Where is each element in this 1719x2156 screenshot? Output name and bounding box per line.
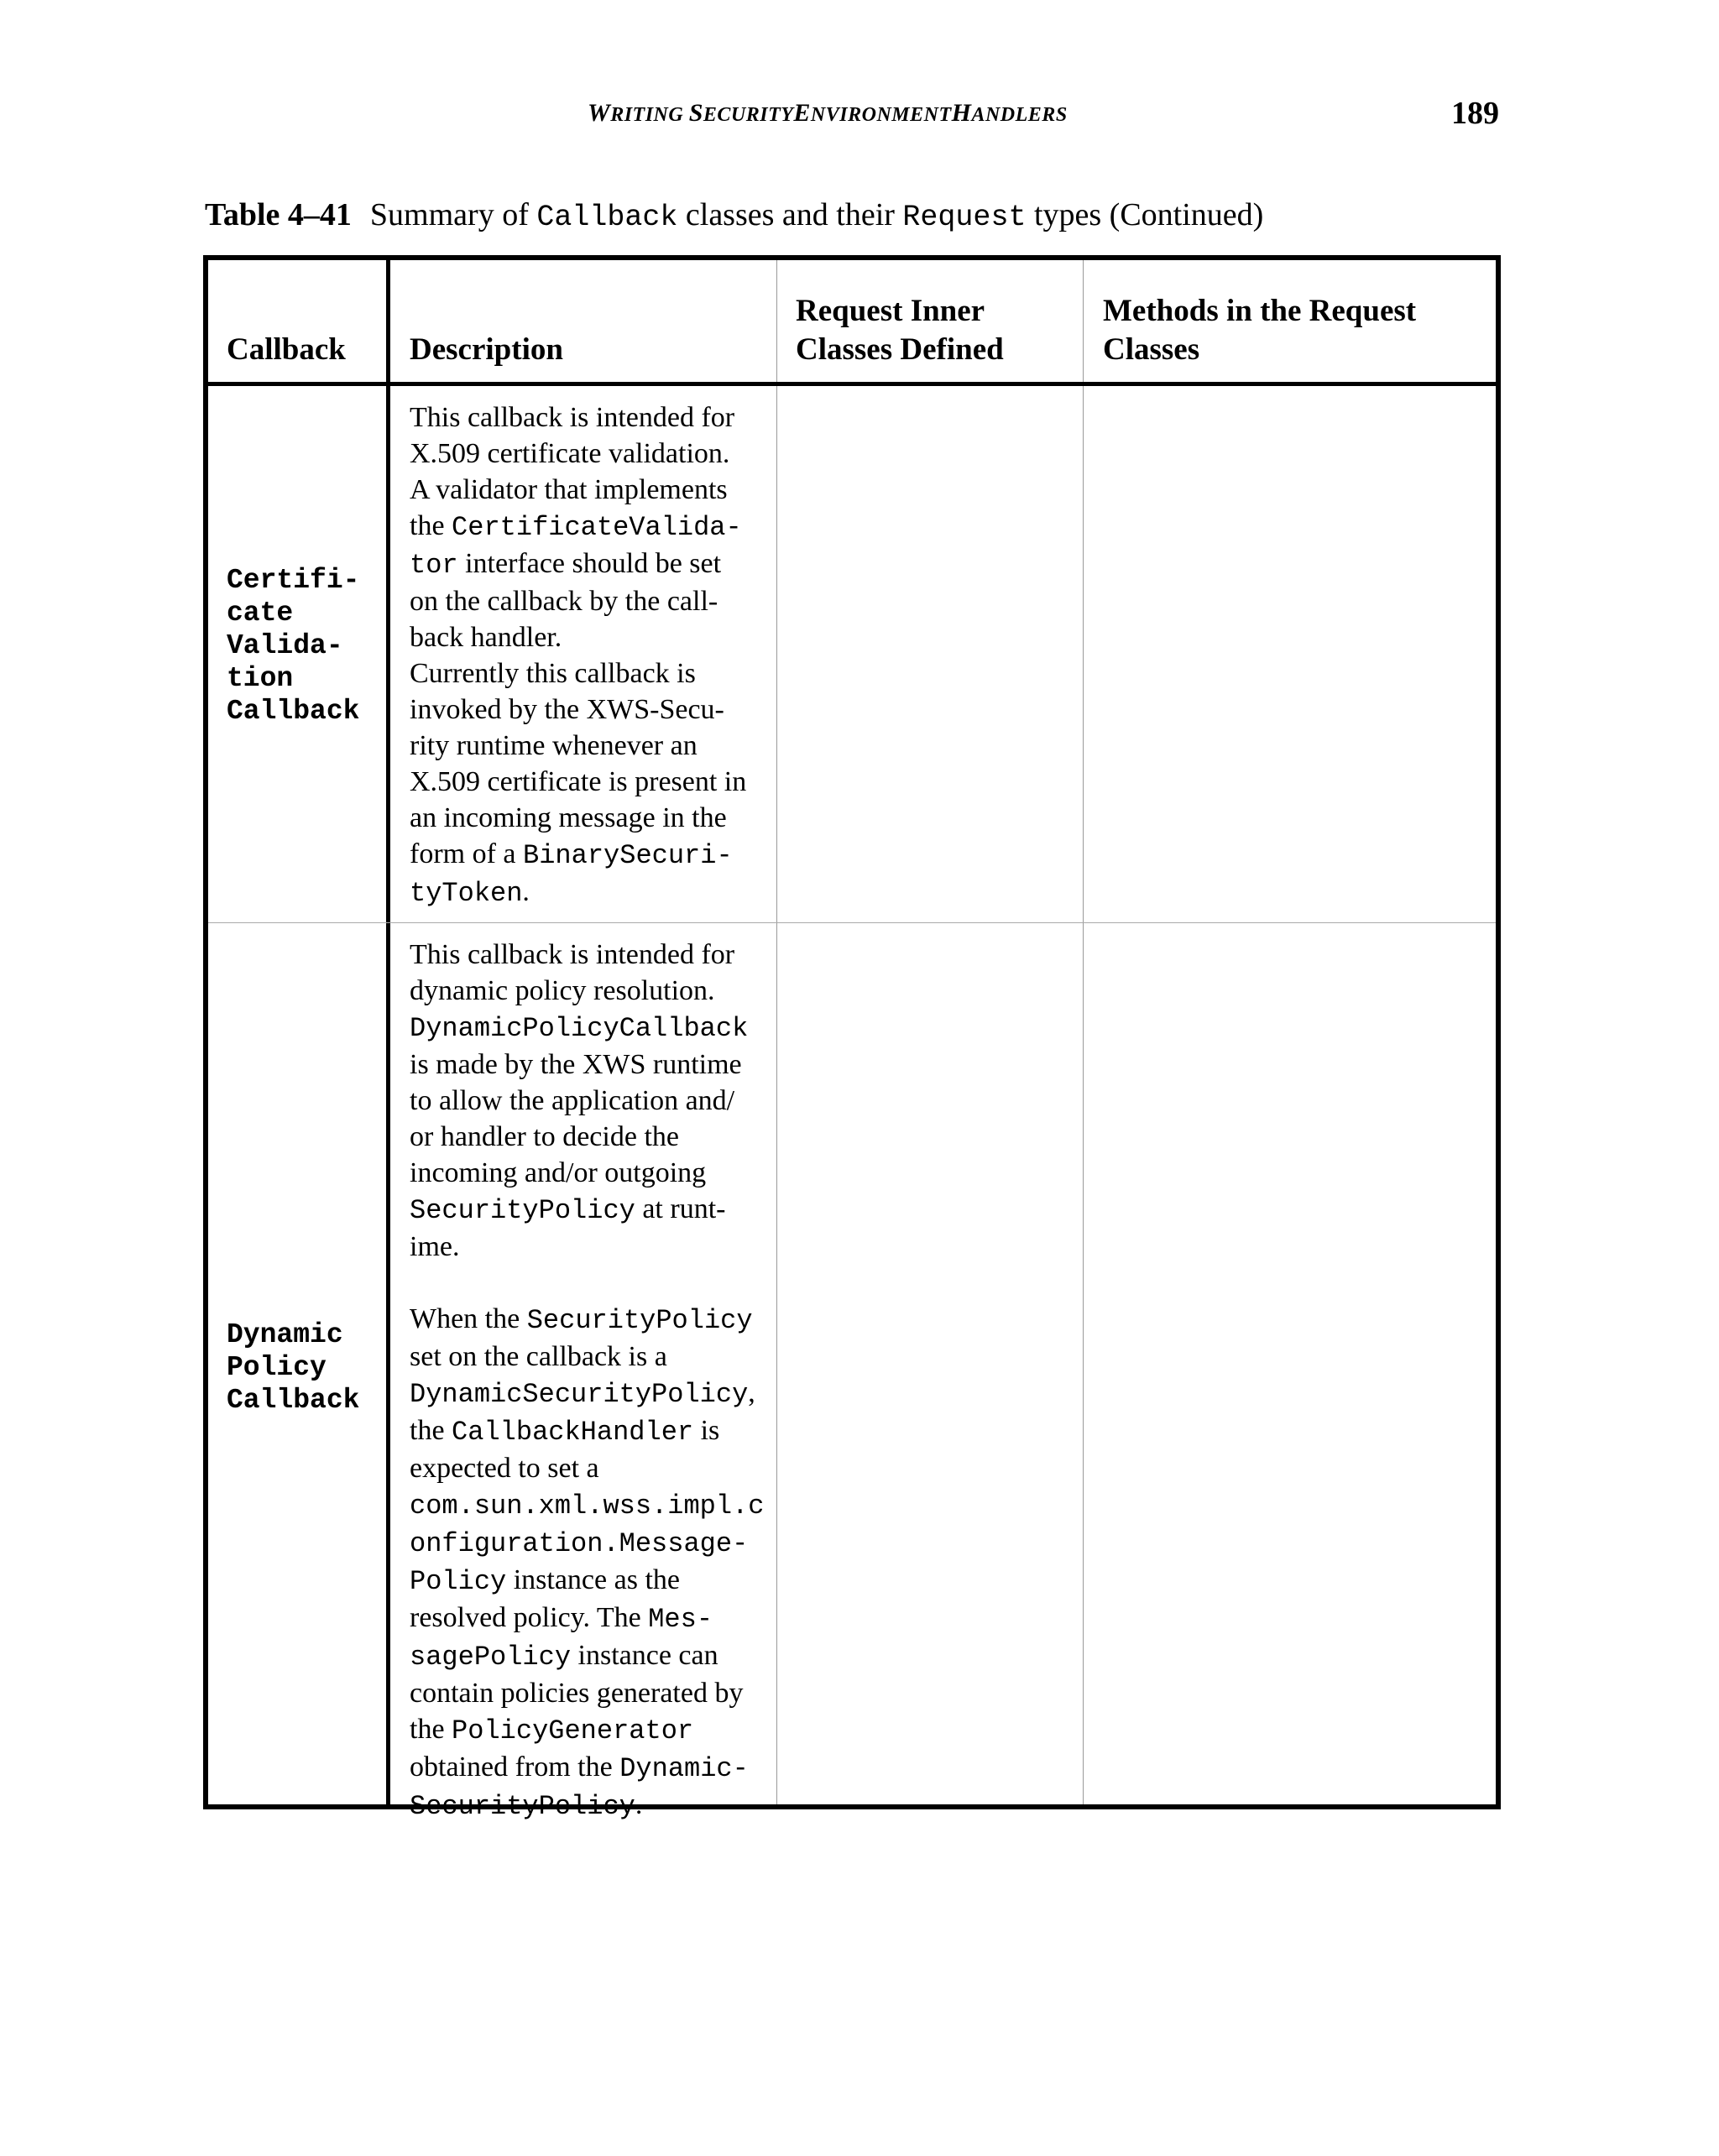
description-line	[410, 1600, 771, 1637]
description-line	[410, 1637, 771, 1675]
body-text: the	[410, 510, 452, 541]
running-header-text: ECURITY	[703, 104, 794, 126]
running-header-text: E	[793, 99, 811, 127]
description-line	[410, 1787, 771, 1825]
table-header-row	[208, 260, 1496, 386]
description-line	[410, 399, 771, 436]
body-text: is made by the XWS runtime	[410, 1049, 742, 1080]
body-text: Currently this callback is	[410, 658, 696, 689]
description-line	[410, 1339, 771, 1375]
code-text: BinarySecuri-	[523, 840, 733, 871]
description-line	[410, 1675, 771, 1711]
description-line	[410, 655, 771, 692]
header-callback: Callback	[227, 332, 346, 367]
body-text: to allow the application and/	[410, 1085, 735, 1116]
table-row	[208, 923, 1496, 1822]
body-text: This callback is intended for	[410, 939, 735, 970]
code-text: tyToken	[410, 878, 523, 909]
description-line	[410, 764, 771, 800]
code-text: DynamicPolicyCallback	[410, 1013, 749, 1044]
body-text: invoked by the XWS-Secu-	[410, 694, 724, 725]
body-text: at runt-	[635, 1193, 726, 1224]
body-text: This callback is intended for	[410, 402, 735, 433]
description-line	[410, 1229, 771, 1265]
callback-name: Dynamic Policy Callback	[227, 1319, 360, 1416]
description-line	[410, 1524, 771, 1562]
body-text: .	[635, 1789, 643, 1820]
caption-code: Callback	[536, 201, 678, 234]
description-line	[410, 1711, 771, 1749]
body-text: incoming and/or outgoing	[410, 1157, 707, 1188]
running-header-text: RITING	[610, 104, 689, 126]
callback-summary-table	[203, 255, 1501, 1822]
description-line	[410, 1009, 771, 1047]
description-line	[410, 472, 771, 508]
code-text: SecurityPolicy	[410, 1195, 635, 1226]
code-text: CallbackHandler	[452, 1417, 694, 1448]
body-text: or handler to decide the	[410, 1121, 679, 1152]
running-header-text: W	[588, 99, 611, 127]
table-caption-label: Table 4–41	[205, 197, 352, 232]
description-line	[410, 508, 771, 546]
callback-name: Certifi- cate Valida- tion Callback	[227, 565, 360, 727]
description-line	[410, 1450, 771, 1486]
page-number: 189	[1451, 96, 1499, 131]
body-text: the	[410, 1714, 452, 1745]
description-line	[410, 436, 771, 472]
description-line	[410, 937, 771, 973]
code-text: SecurityPolicy	[410, 1791, 635, 1822]
header-request-inner-classes: Request Inner Classes Defined	[796, 294, 1004, 367]
body-text: is	[693, 1415, 720, 1446]
caption-text: classes and their	[677, 197, 903, 232]
description-line	[410, 1412, 771, 1450]
body-text: the	[410, 1415, 452, 1446]
header-methods: Methods in the Request Classes	[1103, 294, 1417, 367]
body-text: resolved policy. The	[410, 1602, 649, 1633]
body-text: X.509 certificate validation.	[410, 438, 730, 469]
description-line	[410, 1562, 771, 1600]
running-header	[588, 99, 1068, 128]
body-text: form of a	[410, 838, 524, 869]
description-line	[410, 1083, 771, 1119]
table-caption	[205, 196, 1263, 234]
code-text: CertificateValida-	[452, 512, 742, 543]
description-line	[410, 800, 771, 836]
description-line	[410, 1155, 771, 1191]
running-header-text: NVIRONMENT	[810, 104, 952, 126]
body-text: expected to set a	[410, 1453, 599, 1484]
body-text: X.509 certificate is present in	[410, 766, 747, 797]
description-line	[410, 1191, 771, 1229]
body-text: dynamic policy resolution.	[410, 975, 715, 1006]
body-text: A validator that implements	[410, 474, 728, 505]
body-text: ime.	[410, 1231, 460, 1262]
description-line	[410, 874, 771, 911]
caption-text: Summary of	[369, 197, 537, 232]
code-text: Mes-	[648, 1604, 713, 1635]
body-text: obtained from the	[410, 1751, 620, 1783]
description-line	[410, 692, 771, 728]
code-text: DynamicSecurityPolicy	[410, 1379, 749, 1410]
code-text: SecurityPolicy	[526, 1305, 753, 1336]
body-text: set on the callback is a	[410, 1341, 667, 1372]
body-text: ,	[748, 1377, 755, 1408]
caption-text: types (Continued)	[1026, 197, 1264, 232]
caption-code: Request	[902, 201, 1027, 234]
running-header-text: H	[951, 99, 972, 127]
body-text: on the callback by the call-	[410, 586, 718, 617]
header-description: Description	[410, 332, 563, 367]
description-line	[410, 619, 771, 655]
description-line	[410, 1486, 771, 1524]
description-line	[410, 1047, 771, 1083]
description-cell	[410, 937, 771, 1825]
body-text: instance can	[571, 1640, 718, 1671]
body-text: back handler.	[410, 622, 562, 653]
table-row	[208, 386, 1496, 923]
body-text: an incoming message in the	[410, 802, 727, 833]
body-text: instance as the	[506, 1564, 680, 1595]
running-header-text: ANDLERS	[971, 104, 1068, 126]
body-text: rity runtime whenever an	[410, 730, 698, 761]
paragraph-gap	[410, 1265, 771, 1301]
description-line	[410, 1119, 771, 1155]
code-text: sagePolicy	[410, 1642, 572, 1673]
description-line	[410, 836, 771, 874]
description-line	[410, 973, 771, 1009]
code-text: com.sun.xml.wss.impl.c	[410, 1490, 765, 1522]
description-cell	[410, 399, 771, 911]
description-line	[410, 1375, 771, 1412]
description-line	[410, 1301, 771, 1339]
description-line	[410, 728, 771, 764]
description-line	[410, 546, 771, 583]
code-text: PolicyGenerator	[452, 1715, 694, 1746]
body-text: .	[522, 876, 530, 907]
body-text: When the	[410, 1303, 527, 1334]
description-line	[410, 583, 771, 619]
body-text: interface should be set	[457, 548, 722, 579]
body-text: contain policies generated by	[410, 1678, 744, 1709]
running-header-text: S	[688, 99, 703, 127]
code-text: onfiguration.Message-	[410, 1528, 749, 1559]
code-text: Policy	[410, 1566, 507, 1597]
code-text: Dynamic-	[619, 1753, 749, 1784]
description-line	[410, 1749, 771, 1787]
code-text: tor	[410, 550, 458, 581]
